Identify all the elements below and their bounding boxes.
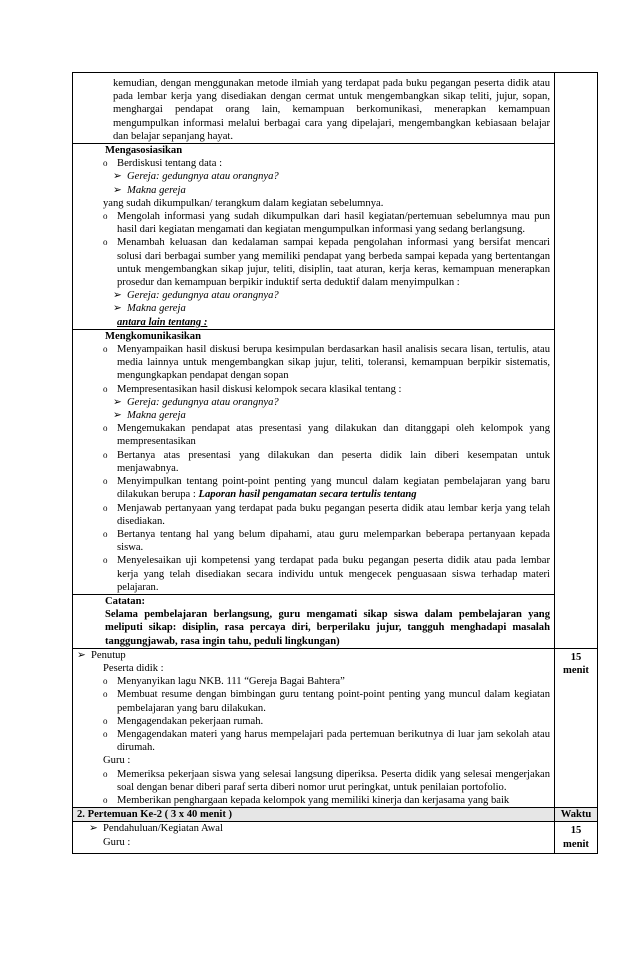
list-item-text: Bertanya tentang hal yang belum dipahami, atau guru melemparkan beberapa pertanyaan kepada siswa. (117, 528, 550, 554)
circle-bullet-icon: o (103, 449, 108, 460)
penutup-cell (73, 648, 555, 807)
mengkomunikasikan-title: Mengkomunikasikan (105, 330, 201, 342)
mengasosiasikan-title: Mengasosiasikan (105, 145, 183, 157)
time-value: 15 (570, 651, 582, 663)
list-item-text: Mengagendakan pekerjaan rumah. (117, 715, 264, 727)
catatan-title: Catatan: (105, 595, 146, 607)
list-item-text: Mengemukakan pendapat atas presentasi yang dilakukan dan ditanggapi oleh kelompok yang mempresentasikan (117, 423, 550, 448)
list-item-text: Menambah keluasan dan kedalaman sampai kepada pengolahan informasi yang bersifat mencari solusi dari berbagai sumber yang memiliki pendapat yang berbeda sampai kepada yang bertentangan untuk mengembangkan sikap jujur, teliti, disiplin, taat aturan, kerja keras, kemampuan menerapkan prosedur dan kemampuan berpikir induktif serta deduktif dalam menyimpulkan : (117, 237, 550, 289)
list-item (77, 475, 550, 501)
list-item-text: Mengagendakan materi yang harus mempelajari pada pertemuan berikutnya di luar jam sekolah atau dirumah. (117, 728, 550, 754)
circle-bullet-icon: o (103, 423, 108, 434)
list-item (77, 210, 550, 236)
circle-bullet-icon: o (103, 689, 108, 700)
list-item-text: Membuat resume dengan bimbingan guru tentang point-point penting yang muncul dalam kegiatan pembelajaran yang baru dilakukan. (117, 689, 550, 714)
list-item (77, 715, 550, 728)
circle-bullet-icon: o (103, 344, 108, 355)
list-item (77, 383, 550, 396)
list-item (77, 502, 550, 528)
arrow-bullet-icon: ➢ (77, 649, 86, 661)
list-item-text: Gereja: gedungnya atau orangnya? (127, 290, 279, 302)
guru-label: Guru : (103, 836, 131, 848)
circle-bullet-icon: o (103, 528, 108, 539)
peserta-label: Peserta didik : (103, 662, 164, 674)
circle-bullet-icon: o (103, 383, 108, 394)
pendahuluan-title (77, 822, 550, 835)
list-item (77, 409, 550, 422)
top-continued-text: kemudian, dengan menggunakan metode ilmiah yang terdapat pada buku pegangan peserta didik atau pada lembar kerja yang disediakan dengan cermat untuk mengembangkan sikap teliti, jujur, sopan, menghargai pendapat orang lain, kemampuan berkomunikasi, menerapkan kemampuan mengumpulkan informasi melalui berbagai cara yang dipelajari, mengembangkan kebiasaan belajar dan belajar sepanjang hayat. (113, 78, 550, 142)
penutup-title (77, 649, 550, 662)
arrow-bullet-icon: ➢ (113, 171, 122, 183)
penutup-time-cell (555, 648, 598, 807)
list-item-text: Makna gereja (127, 184, 186, 196)
list-item (77, 449, 550, 475)
time-value: 15 (570, 825, 582, 837)
list-item-text: Berdiskusi tentang data : (117, 158, 223, 170)
list-item (77, 728, 550, 754)
list-item (77, 422, 550, 448)
penutup-row (73, 648, 598, 807)
catatan-text: Selama pembelajaran berlangsung, guru mengamati sikap siswa dalam pembelajaran yang meliputi sikap: disiplin, rasa percaya diri, berperilaku jujur, tangguh menghadapi masalah tanggungjawab, rasa ingin tahu, peduli lingkungan) (105, 609, 550, 647)
circle-bullet-icon: o (103, 555, 108, 566)
list-item-text: Menyelesaikan uji kompetensi yang terdapat pada buku pegangan peserta didik atau pada lembar kerja yang telah disediakan secara individu untuk mengecek penguasaan siswa terhadap materi pelajaran. (117, 555, 550, 593)
list-item (77, 675, 550, 688)
list-item (77, 157, 550, 170)
list-item-text: Makna gereja (127, 410, 186, 422)
circle-bullet-icon: o (103, 768, 108, 779)
list-item-text: Mengolah informasi yang sudah dikumpulkan dari hasil kegiatan/pertemuan sebelumnya mau pun hasil dari kegiatan mengamati dan kegiatan mengumpulkan informasi yang sedang berlangsung. (117, 211, 550, 236)
catatan-row (73, 594, 598, 648)
circle-bullet-icon: o (103, 676, 108, 687)
list-item (77, 170, 550, 183)
pendahuluan-row (73, 822, 598, 853)
list-item (77, 343, 550, 383)
list-item (77, 184, 550, 197)
pendahuluan-cell (73, 822, 555, 853)
circle-bullet-icon: o (103, 794, 108, 805)
guru-label: Guru : (103, 755, 131, 767)
list-item-text: Mempresentasikan hasil diskusi kelompok secara klasikal tentang : (117, 383, 402, 395)
list-item (77, 768, 550, 794)
pendahuluan-time-cell (555, 822, 598, 853)
list-item (77, 289, 550, 302)
list-item (77, 688, 550, 714)
arrow-bullet-icon: ➢ (113, 184, 122, 196)
arrow-bullet-icon: ➢ (113, 290, 122, 302)
arrow-bullet-icon: ➢ (113, 303, 122, 315)
circle-bullet-icon: o (103, 476, 108, 487)
time-cell-empty (555, 73, 598, 649)
list-item-text: Menyimpulkan tentang point-point penting yang muncul dalam kegiatan pembelajaran yang baru dilakukan berupa : (117, 476, 550, 501)
list-item (77, 302, 550, 315)
list-item-emphasis: Laporan hasil pengamatan secara tertulis tentang (198, 489, 417, 501)
time-unit: menit (563, 838, 589, 850)
arrow-bullet-icon: ➢ (113, 396, 122, 408)
pertemuan2-title-cell (73, 808, 555, 822)
arrow-bullet-icon: ➢ (89, 823, 98, 835)
list-item-text: Menjawab pertanyaan yang terdapat pada buku pegangan peserta didik atau lembar kerja yang telah disediakan. (117, 502, 550, 527)
circle-bullet-icon: o (103, 502, 108, 513)
list-item-text: Makna gereja (127, 303, 186, 315)
list-item (77, 396, 550, 409)
arrow-bullet-icon: ➢ (113, 410, 122, 422)
circle-bullet-icon: o (103, 715, 108, 726)
list-item (77, 236, 550, 289)
section-heading: Penutup (91, 649, 126, 661)
list-item (77, 794, 550, 807)
list-item-text: Memberikan penghargaan kepada kelompok yang memiliki kinerja dan kerjasama yang baik (117, 794, 510, 806)
activity-cell (73, 73, 555, 144)
circle-bullet-icon: o (103, 728, 108, 739)
list-item-text: Menyanyikan lagu NKB. 111 “Gereja Bagai Bahtera” (117, 676, 345, 688)
section-heading: Pendahuluan/Kegiatan Awal (103, 823, 223, 835)
activity-row (73, 73, 598, 144)
lesson-plan-table (72, 72, 598, 854)
list-item (77, 554, 550, 594)
mengasosiasikan-cell (73, 144, 555, 330)
circle-bullet-icon: o (103, 158, 108, 169)
continued-text: yang sudah dikumpulkan/ terangkum dalam kegiatan sebelumnya. (103, 197, 384, 209)
antara-text: antara lain tentang : (117, 316, 208, 328)
pertemuan2-header-row (73, 808, 598, 822)
mengkomunikasikan-cell (73, 329, 555, 594)
catatan-cell (73, 594, 555, 648)
list-item-text: Menyampaikan hasil diskusi berupa kesimpulan berdasarkan hasil analisis secara lisan, tertulis, atau media lainnya untuk mengembangkan sikap jujur, teliti, toleransi, kemampuan berpikir sistematis, mengungkapkan pendapat dengan sopan (117, 344, 550, 382)
list-item (77, 528, 550, 554)
circle-bullet-icon: o (103, 237, 108, 248)
list-item-text: Gereja: gedungnya atau orangnya? (127, 171, 279, 183)
waktu-header-cell (555, 808, 598, 822)
mengasosiasikan-row (73, 144, 598, 330)
list-item-text: Memeriksa pekerjaan siswa yang selesai langsung diperiksa. Peserta didik yang selesai mengerjakan soal dengan benar diberi paraf serta diberi nomor urut peringkat, untuk penilaian portofolio. (117, 768, 550, 793)
list-item-text: Bertanya atas presentasi yang dilakukan dan peserta didik lain diberi kesempatan untuk menjawabnya. (117, 449, 550, 474)
list-item-text: Gereja: gedungnya atau orangnya? (127, 396, 279, 408)
waktu-header: Waktu (560, 809, 592, 821)
time-unit: menit (563, 664, 589, 676)
pertemuan2-title: 2. Pertemuan Ke-2 ( 3 x 40 menit ) (77, 809, 233, 821)
circle-bullet-icon: o (103, 211, 108, 222)
mengkomunikasikan-row (73, 329, 598, 594)
